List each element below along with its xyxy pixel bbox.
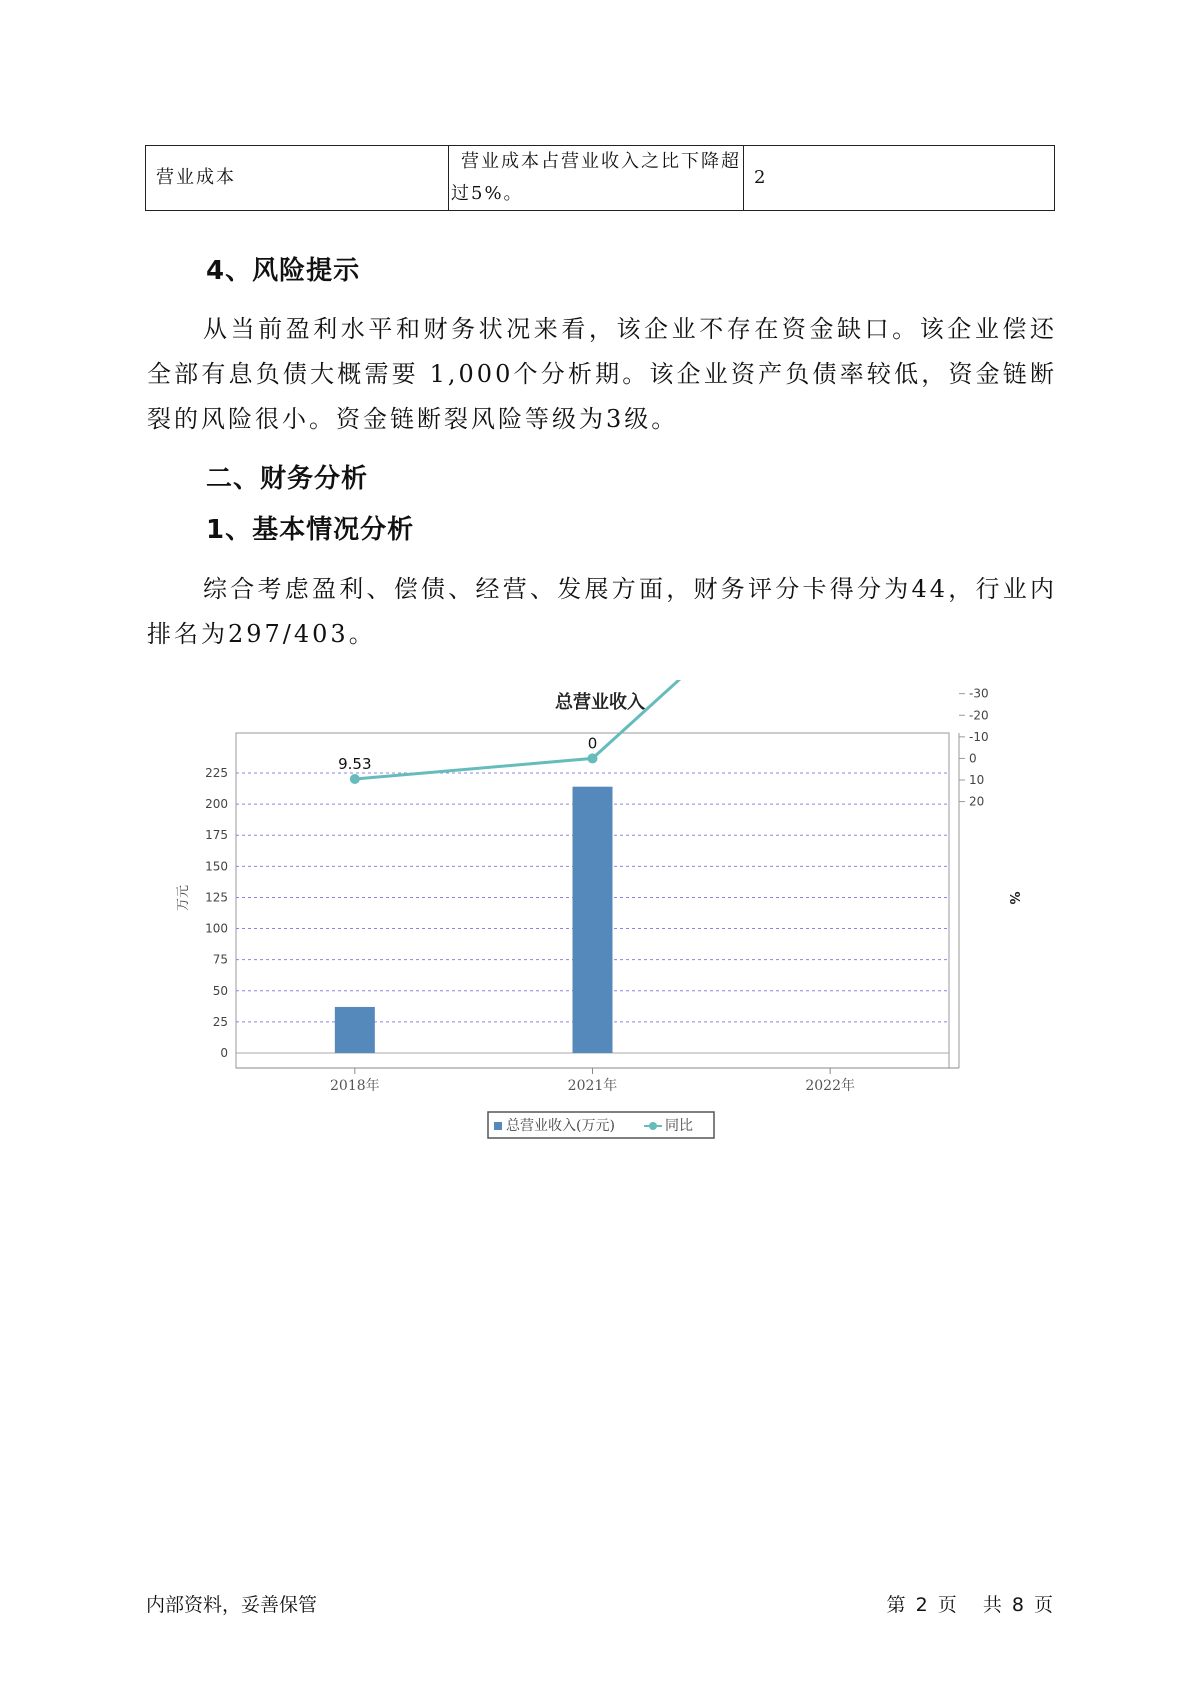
y2-tick-label: 0 [969, 751, 977, 766]
score-cell: 2 [744, 146, 1055, 211]
revenue-chart [170, 680, 1030, 1140]
bar [573, 787, 613, 1053]
legend-bar-swatch [494, 1122, 502, 1130]
y-tick-label: 50 [212, 983, 228, 998]
chart-svg [170, 680, 1030, 1140]
footer-page-number: 第 2 页 共 8 页 [886, 1594, 1055, 1616]
right-axis [959, 680, 996, 1068]
criteria-table [145, 145, 1055, 211]
item-cell: 营业成本 [146, 146, 449, 211]
condition-line-1: 营业成本占营业收入之比下降超 [461, 151, 741, 172]
y-tick-label: 125 [205, 890, 228, 905]
data-label: 9.53 [338, 754, 372, 773]
y-tick-label: 150 [205, 859, 228, 874]
table-row [146, 146, 1055, 211]
x-tick-label: 2022年 [805, 1078, 855, 1094]
legend-line-marker [649, 1122, 657, 1130]
x-axis [236, 1068, 959, 1094]
x-tick-label: 2018年 [330, 1078, 380, 1094]
y-axis-label: 万元 [176, 884, 191, 912]
sub-heading: 1、基本情况分析 [206, 515, 415, 545]
legend [488, 1112, 714, 1138]
y-tick-label: 175 [205, 828, 228, 843]
line-point [350, 774, 360, 784]
risk-paragraph: 从当前盈利水平和财务状况来看，该企业不存在资金缺口。该企业偿还全部有息负债大概需要 1,000个分析期。该企业资产负债率较低，资金链断裂的风险很小。资金链断裂风险等级为3级。 [147, 315, 1057, 433]
chart-title: 总营业收入 [555, 692, 645, 713]
legend-line-label: 同比 [665, 1118, 693, 1134]
condition-line-2: 过5%。 [451, 183, 524, 204]
y-tick-label: 225 [205, 766, 228, 780]
condition-cell [449, 146, 744, 211]
y-tick-label: 25 [212, 1014, 228, 1029]
y2-tick-label: 10 [969, 773, 985, 787]
y2-tick-label: 20 [969, 794, 985, 809]
risk-heading: 4、风险提示 [206, 256, 361, 286]
y-tick-label: 200 [205, 797, 228, 812]
section-heading: 二、财务分析 [206, 464, 369, 494]
y-tick-label: 0 [220, 1046, 228, 1060]
y-tick-label: 75 [212, 952, 228, 967]
bar-series [335, 787, 613, 1053]
line-point [588, 753, 598, 763]
analysis-paragraph: 综合考虑盈利、偿债、经营、发展方面，财务评分卡得分为44，行业内排名为297/403。 [147, 575, 1057, 648]
x-tick-label: 2021年 [567, 1078, 618, 1094]
y2-tick-label: -10 [969, 729, 989, 744]
bar [335, 1007, 375, 1053]
legend-bar-label: 总营业收入(万元) [506, 1118, 615, 1134]
left-axis [205, 766, 228, 1060]
data-label: 0 [587, 734, 598, 753]
y2-tick-label: -30 [969, 686, 989, 701]
y2-tick-label: -20 [969, 708, 989, 723]
y2-axis-label: % [1006, 891, 1021, 905]
y-tick-label: 100 [205, 921, 228, 936]
footer-confidential: 内部资料，妥善保管 [146, 1594, 318, 1616]
